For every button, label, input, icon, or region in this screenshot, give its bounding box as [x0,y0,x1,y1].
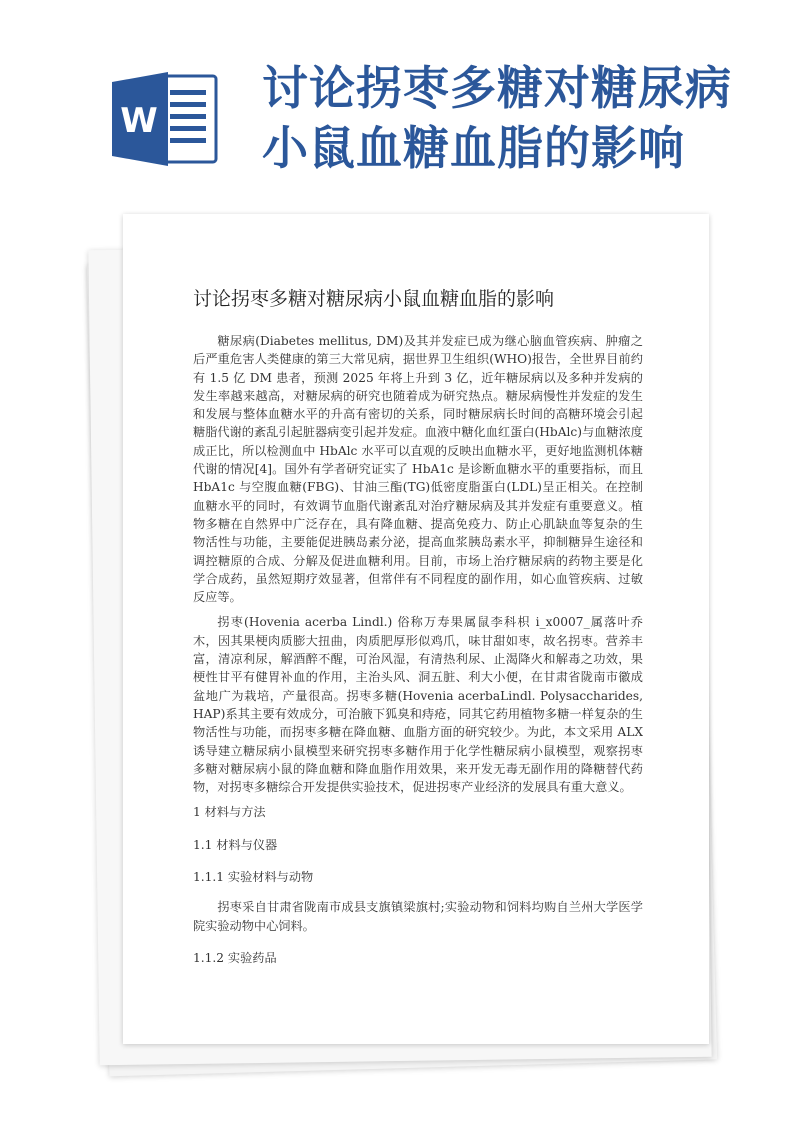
svg-text:W: W [120,101,158,141]
heading-1: 1 材料与方法 [193,805,266,820]
paragraph-intro: 糖尿病(Diabetes mellitus, DM)及其并发症已成为继心脑血管疾病、肿瘤之后严重危害人类健康的第三大常见病，据世界卫生组织(WHO)报告，全世界目前约有 1.5 亿 DM 患者，预测 2025 年将上升到 3 亿，近年糖尿病以及多种并发病的发生率越来越高，对糖尿病的研究也随着成为研究热点。糖尿病慢性并发症的发生和发展与整体血糖水平的升高有密切的关系，同时糖尿病长时间的高糖环境会引起糖脂代谢的紊乱引起脏器病变引起并发症。血液中糖化血红蛋白(HbAlc)与血糖浓度成正比，所以检测血中 HbAlc 水平可以直观的反映出血糖水平，更好地监测机体糖代谢的情况[4]。国外有学者研究证实了 HbA1c 是诊断血糖水平的重要指标，而且 HbA1c 与空腹血糖(FBG)、甘油三酯(TG)低密度脂蛋白(LDL)呈正相关。在控制血糖水平的同时，有效调节血脂代谢紊乱对治疗糖尿病及其并发症有重要意义。植物多糖在自然界中广泛存在，具有降血糖、提高免疫力、防止心肌缺血等复杂的生物活性与功能，主要能促进胰岛素分泌，提高血浆胰岛素水平，抑制糖异生途径和调控糖原的合成、分解及促进血糖利用。目前，市场上治疗糖尿病的药物主要是化学合成药，虽然短期疗效显著，但常伴有不同程度的副作用，如心血管疾病、过敏反应等。 [193,334,643,605]
heading-1-1-2: 1.1.2 实验药品 [193,950,277,965]
banner-title-line-2: 小鼠血糖血脂的影响 [262,121,685,175]
heading-1-1: 1.1 材料与仪器 [193,837,278,852]
banner [0,0,800,215]
banner-title-line-1: 讨论拐枣多糖对糖尿病 [262,61,732,115]
document-page [123,214,709,1044]
word-document-icon [110,70,222,168]
paragraph-hovenia: 拐枣(Hovenia acerba Lindl.) 俗称万寿果属鼠李科枳 i_x0007_属落叶乔木，因其果梗肉质膨大扭曲，肉质肥厚形似鸡爪，味甘甜如枣，故名拐枣。营养丰富，清凉利尿，解酒醉不醒，可治风湿，有清热利尿、止渴降火和解毒之功效，果梗性甘平有健胃补血的作用，主治头风、洞五脏、利大小便，在甘肃省陇南市徽成盆地广为栽培，产量很高。拐枣多糖(Hovenia acerbaLindl. Polysaccharides, HAP)系其主要有效成分，可治腋下狐臭和痔疮，同其它药用植物多糖一样复杂的生物活性与功能，而拐枣多糖在降血糖、血脂方面的研究较少。为此，本文采用 ALX 诱导建立糖尿病小鼠模型来研究拐枣多糖作用于化学性糖尿病小鼠模型，观察拐枣多糖对糖尿病小鼠的降血糖和降血脂作用效果，来开发无毒无副作用的降糖替代药物，对拐枣多糖综合开发提供实验技术，促进拐枣产业经济的发展具有重大意义。 [193,615,643,795]
paragraph-materials: 拐枣采自甘肃省陇南市成县支旗镇梁旗村;实验动物和饲料均购自兰州大学医学院实验动物中心饲料。 [193,900,643,933]
heading-1-1-1: 1.1.1 实验材料与动物 [193,870,314,885]
document-body [193,332,643,979]
banner-title [262,58,782,178]
document-title: 讨论拐枣多糖对糖尿病小鼠血糖血脂的影响 [193,288,555,310]
